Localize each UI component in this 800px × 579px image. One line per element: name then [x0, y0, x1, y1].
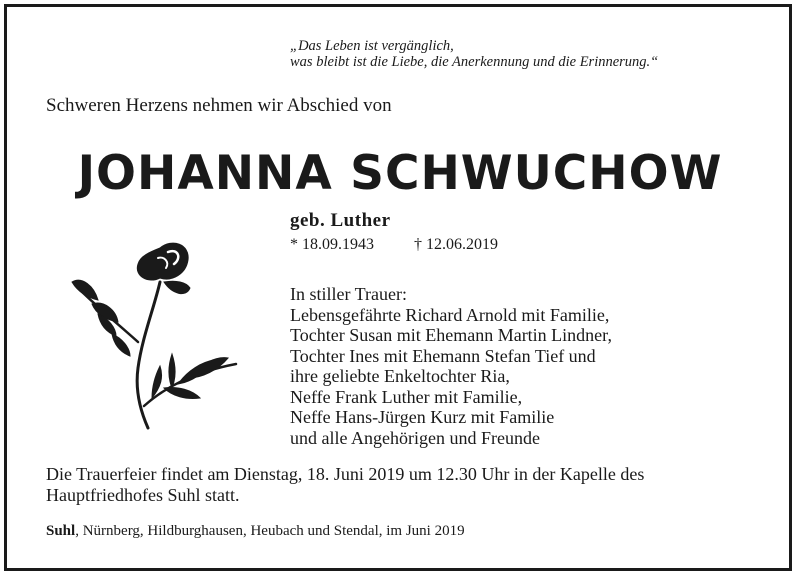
mourner-line: Tochter Susan mit Ehemann Martin Lindner, [290, 325, 612, 345]
places-rest: , Nürnberg, Hildburghausen, Heubach und Stendal, im Juni 2019 [75, 523, 465, 539]
mourner-line: Neffe Frank Luther mit Familie, [290, 386, 523, 407]
quote-line-1: „Das Leben ist vergänglich, [290, 38, 454, 54]
birth-name: geb. Luther [290, 210, 391, 231]
ceremony-info [46, 464, 644, 505]
death-date: † 12.06.2019 [414, 236, 498, 253]
places-and-date [46, 523, 465, 540]
mourner-line: Neffe Hans-Jürgen Kurz mit Familie [290, 407, 555, 427]
quote-line-2: was bleibt ist die Liebe, die Anerkennung und die Erinnerung.“ [290, 54, 659, 70]
ceremony-line-1: Die Trauerfeier findet am Dienstag, 18. Juni 2019 um 12.30 Uhr in der Kapelle des [46, 464, 645, 484]
deceased-name: JOHANNA SCHWUCHOW [77, 146, 723, 201]
ceremony-line-2: Hauptfriedhofes Suhl statt. [46, 484, 240, 505]
mourner-line: Tochter Ines mit Ehemann Stefan Tief und [290, 345, 596, 366]
mourners-list [290, 284, 612, 448]
epigraph-quote [290, 38, 658, 70]
life-dates [290, 236, 498, 254]
mourners-heading: In stiller Trauer: [290, 284, 407, 304]
mourner-line: Lebensgefährte Richard Arnold mit Familie, [290, 304, 610, 325]
rose-icon [68, 238, 244, 434]
intro-text: Schweren Herzens nehmen wir Abschied von [46, 95, 392, 116]
mourner-line: und alle Angehörigen und Freunde [290, 427, 540, 448]
mourner-line: ihre geliebte Enkeltochter Ria, [290, 366, 510, 386]
birth-date: * 18.09.1943 [290, 236, 374, 253]
places-bold-city: Suhl [46, 523, 76, 539]
